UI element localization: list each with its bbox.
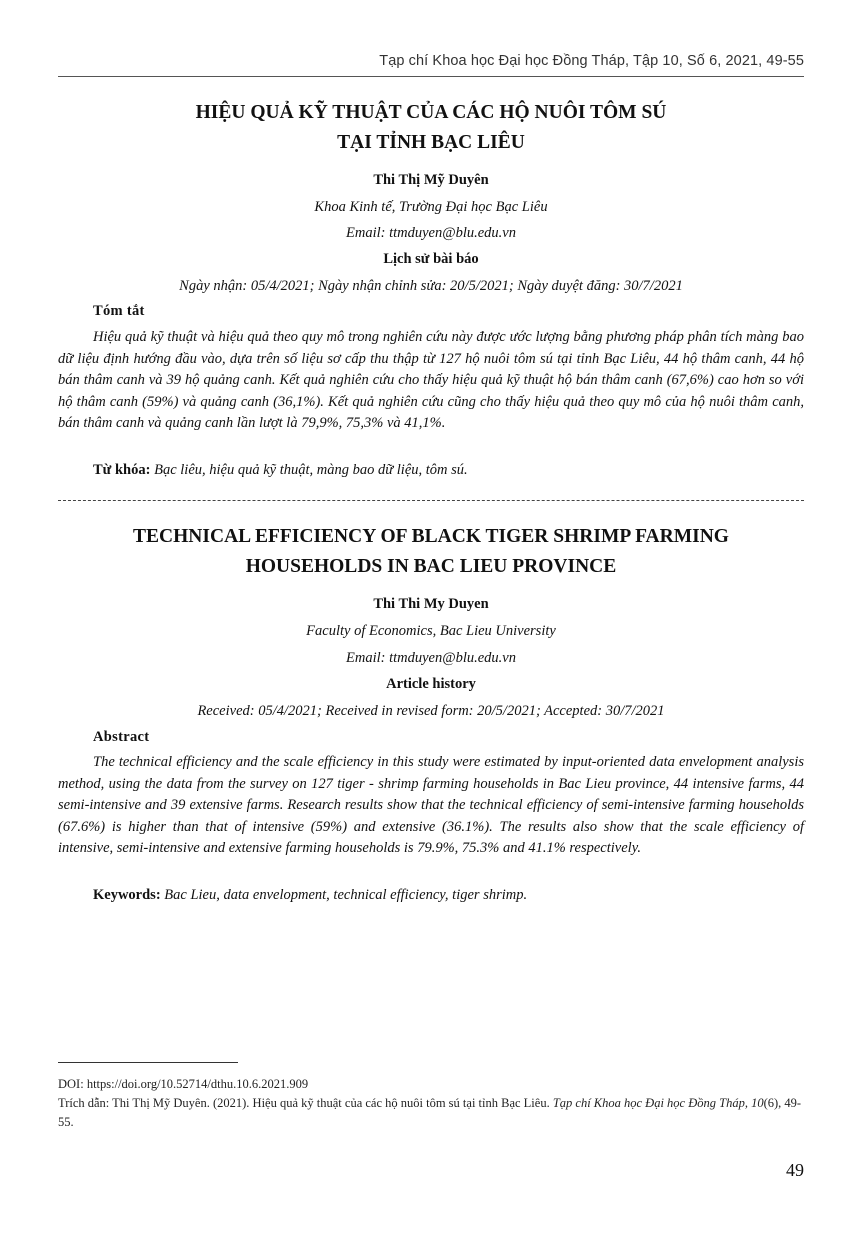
footnote-doi[interactable]: DOI: https://doi.org/10.52714/dthu.10.6.2021.909 [58,1077,309,1091]
email-vi: Email: ttmduyen@blu.edu.vn [346,225,516,241]
keywords-vi [93,462,468,479]
email-en: Email: ttmduyen@blu.edu.vn [346,650,516,666]
keywords-en [93,887,527,904]
affiliation-en: Faculty of Economics, Bac Lieu University [306,623,556,639]
history-heading-en: Article history [386,676,476,692]
abstract-vi: Hiệu quả kỹ thuật và hiệu quả theo quy mô trong nghiên cứu này được ước lượng bằng phương pháp phân tích màng bao dữ liệu định hướng đầu vào, dựa trên số liệu sơ cấp thu thập từ 127 hộ nuôi tôm sú tại tỉnh Bạc Liêu, 44 hộ thâm canh, 44 hộ bán thâm canh và 39 hộ quảng canh. Kết quả nghiên cứu cho thấy hiệu quả kỹ thuật hộ bán thâm canh (67,6%) cao hơn so với hộ thâm canh (59%) và quảng canh (36,1%). Kết quả nghiên cứu cũng cho thấy hiệu quả theo quy mô của hộ nuôi thâm canh, bán thâm canh và quảng canh lần lượt là 79,9%, 75,3% và 41,1%. [58,329,804,431]
citation-suffix: (6), 49-55. [58,1096,802,1129]
author-vi: Thi Thị Mỹ Duyên [373,172,489,188]
title-vi-line1: HIỆU QUẢ KỸ THUẬT CỦA CÁC HỘ NUÔI TÔM SÚ [195,102,667,123]
keywords-text-vi: Bạc liêu, hiệu quả kỹ thuật, màng bao dữ liệu, tôm sú. [154,462,468,478]
dates-vi: Ngày nhận: 05/4/2021; Ngày nhận chỉnh sửa: 20/5/2021; Ngày duyệt đăng: 30/7/2021 [179,278,683,294]
footnote-rule [58,1062,238,1063]
citation-prefix: Trích dẫn: Thi Thị Mỹ Duyên. (2021). Hiệu quả kỹ thuật của các hộ nuôi tôm sú tại tỉnh Bạc Liêu. [58,1096,553,1110]
keywords-label-en: Keywords: [93,887,161,903]
section-separator [58,500,804,501]
footnote-citation [58,1094,804,1132]
citation-journal: Tạp chí Khoa học Đại học Đồng Tháp, 10 [552,1096,764,1110]
title-vietnamese [58,98,804,158]
abstract-heading-en: Abstract [93,729,150,745]
keywords-label-vi: Từ khóa: [93,462,151,478]
dates-en: Received: 05/4/2021; Received in revised form: 20/5/2021; Accepted: 30/7/2021 [197,703,665,719]
title-english [58,522,804,582]
affiliation-vi: Khoa Kinh tế, Trường Đại học Bạc Liêu [314,199,548,215]
header-rule [58,76,804,77]
author-en: Thi Thi My Duyen [373,596,489,612]
running-header: Tạp chí Khoa học Đại học Đồng Tháp, Tập 10, Số 6, 2021, 49-55 [379,53,804,69]
title-en-line1: TECHNICAL EFFICIENCY OF BLACK TIGER SHRIMP FARMING [133,526,729,547]
page-number: 49 [786,1160,804,1180]
keywords-text-en: Bac Lieu, data envelopment, technical efficiency, tiger shrimp. [164,887,528,903]
abstract-en: The technical efficiency and the scale efficiency in this study were estimated by input-oriented data envelopment analysis method, using the data from the survey on 127 tiger - shrimp farming households in Bac Lieu province, 44 intensive farms, 44 semi-intensive and 39 extensive farms. Research results show that the technical efficiency of semi-intensive farming households (67.6%) is higher than that of intensive (59%) and extensive (36.1%). The results also show that the scale efficiency of intensive, semi-intensive and extensive farming households is 79.9%, 75.3% and 41.1% respectively. [58,754,804,856]
abstract-heading-vi: Tóm tắt [93,303,145,319]
title-en-line2: HOUSEHOLDS IN BAC LIEU PROVINCE [245,556,617,577]
title-vi-line2: TẠI TỈNH BẠC LIÊU [337,132,525,153]
history-heading-vi: Lịch sử bài báo [383,251,479,267]
